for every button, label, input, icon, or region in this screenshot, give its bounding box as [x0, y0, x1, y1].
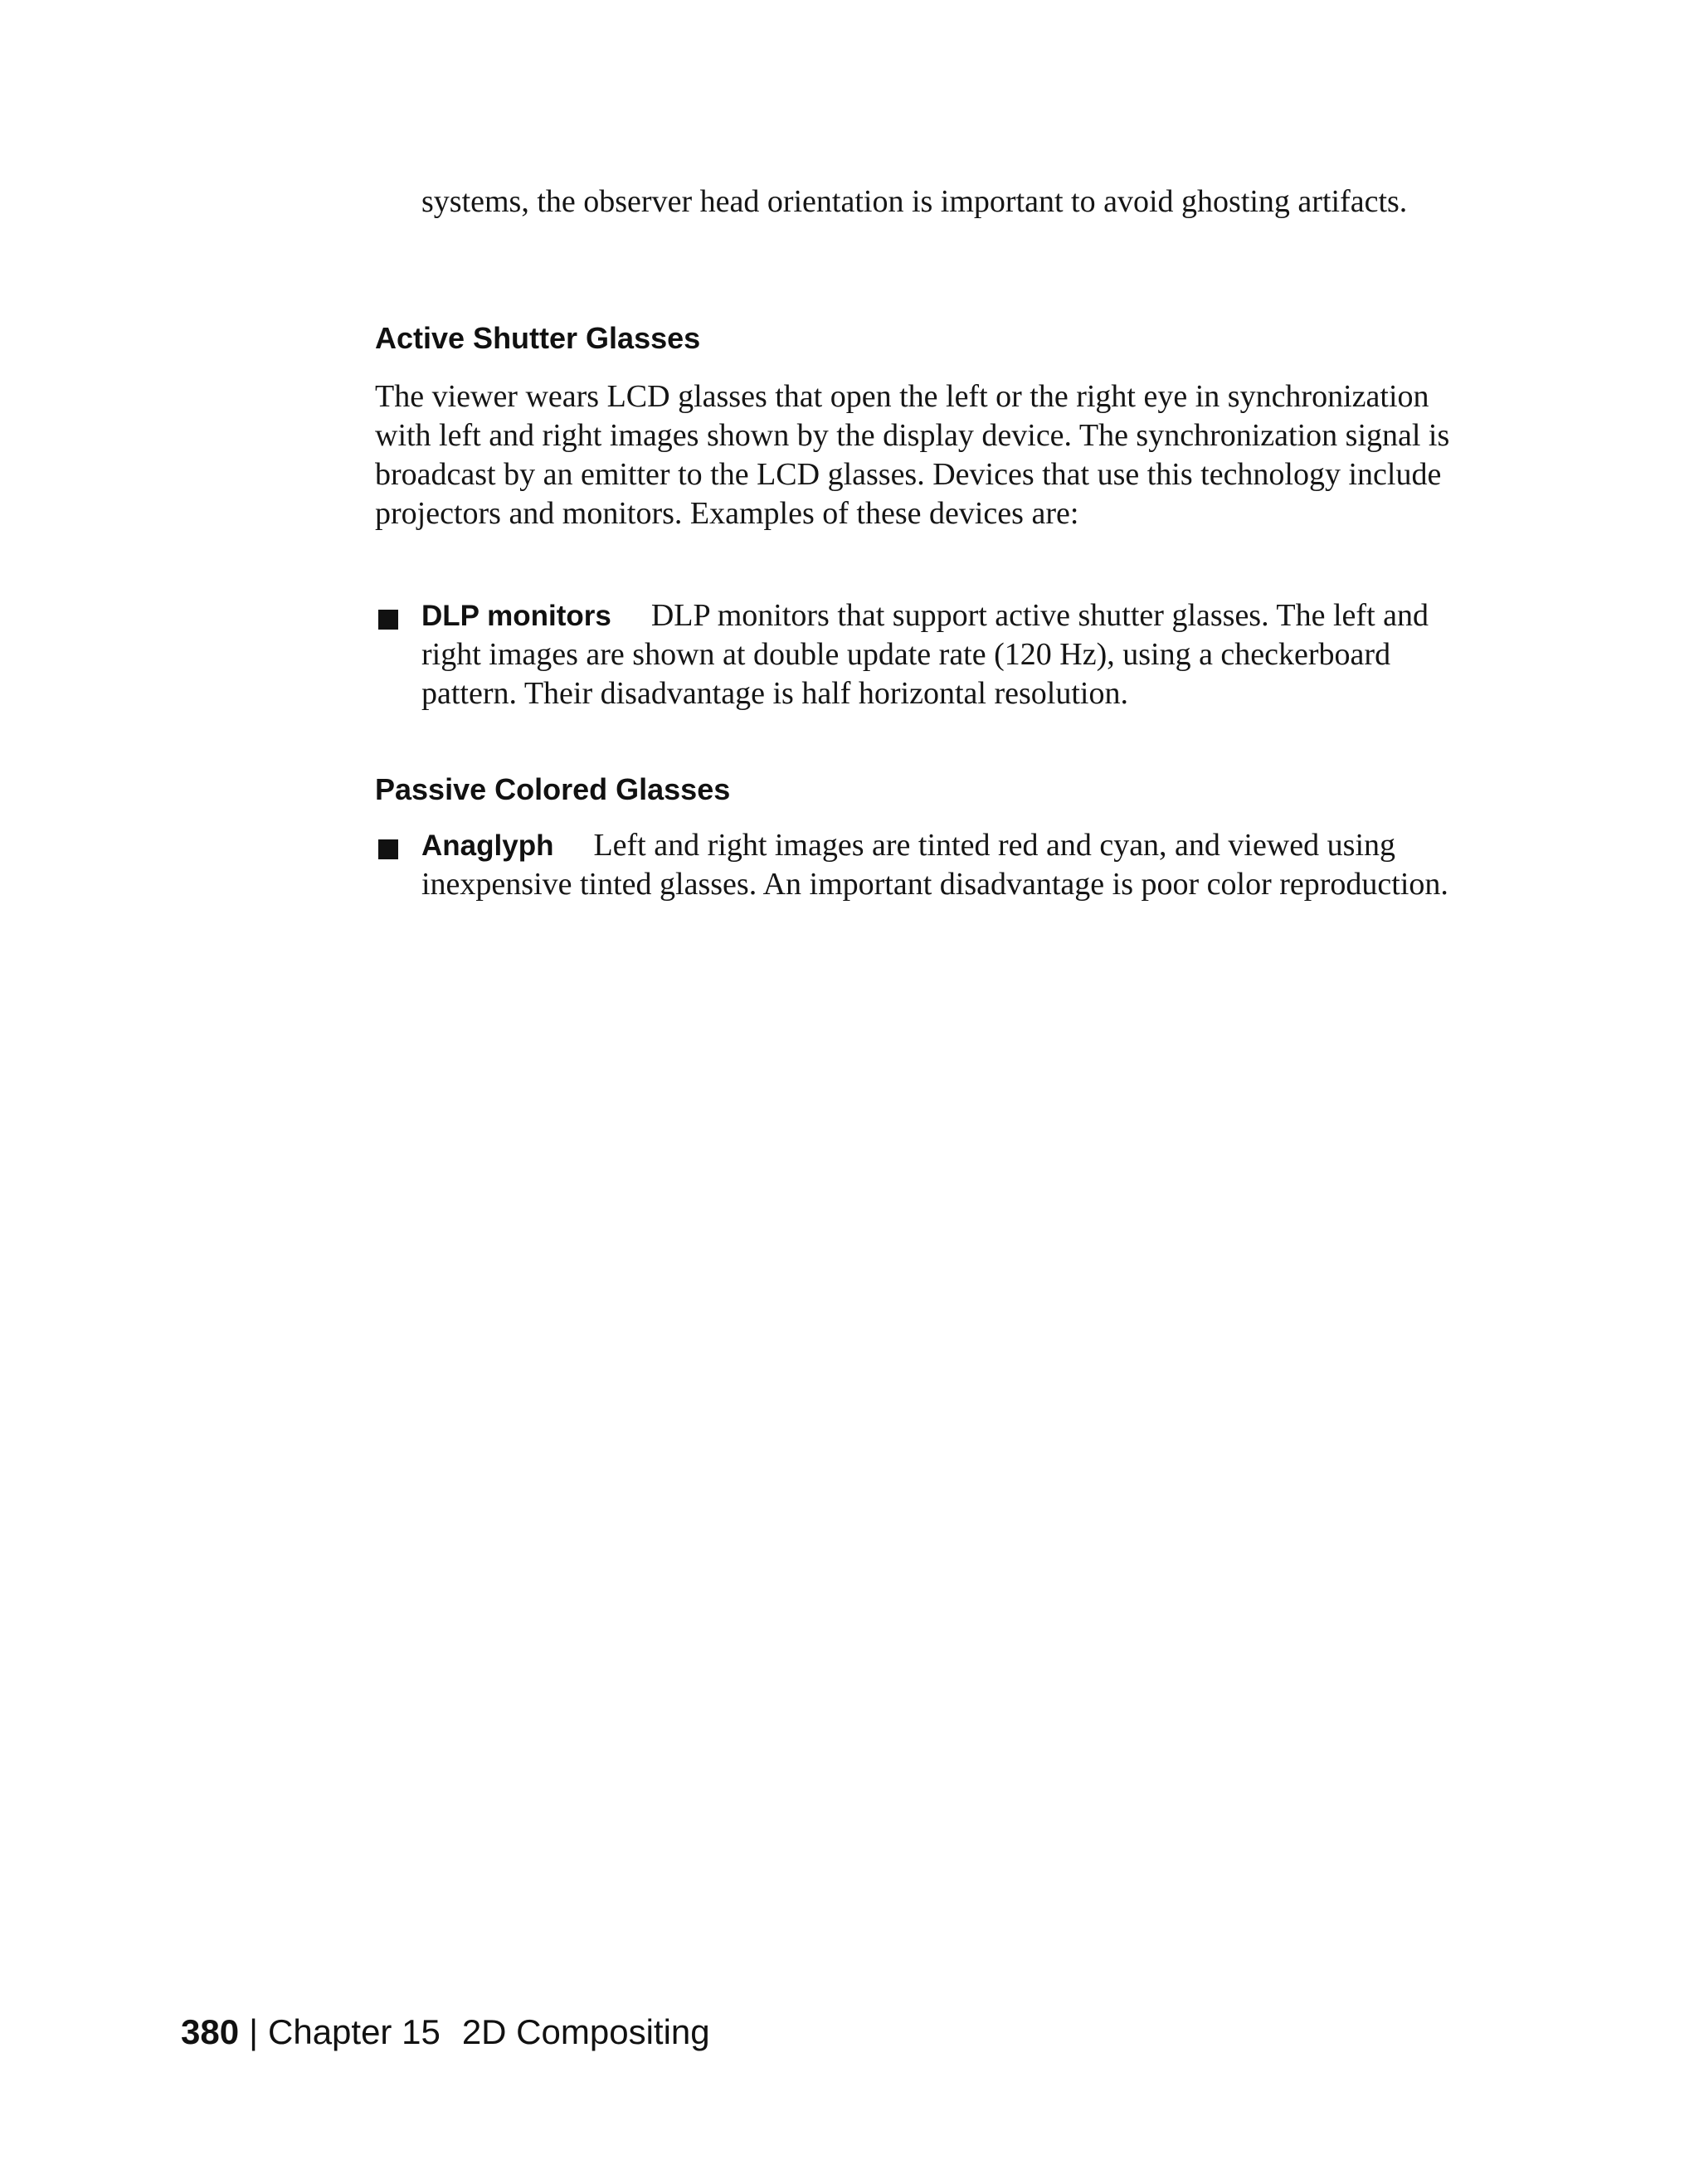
bullet-description: DLP monitors that support active shutter glasses. The left and right images are shown at double update rate (120 Hz), using a checkerboard pattern. Their disadvantage is half horizontal resolution. [421, 598, 1429, 711]
chapter-label: Chapter 15 [268, 2012, 441, 2051]
active-shutter-paragraph: The viewer wears LCD glasses that open the left or the right eye in synchronization with left and right images shown by the display device. The synchronization signal is broadcast by an emitter to the LCD glasses. Devices that use this technology include projectors and monitors. Examples of these devices are: [375, 379, 1450, 531]
section-heading-passive-colored: Passive Colored Glasses [375, 772, 731, 806]
section-heading-active-shutter: Active Shutter Glasses [375, 321, 701, 355]
bullet-square-icon [378, 610, 398, 630]
footer-separator: | [249, 2012, 258, 2051]
bullet-text [421, 826, 1467, 904]
bullet-square-icon [378, 839, 398, 859]
bullet-description: Left and right images are tinted red and cyan, and viewed using inexpensive tinted glasses. An important disadvantage is poor color reproduction. [421, 828, 1448, 902]
bullet-term: DLP monitors [421, 600, 611, 632]
page-number: 380 [181, 2012, 240, 2051]
chapter-title: 2D Compositing [461, 2012, 710, 2051]
bullet-text [421, 596, 1467, 713]
page-footer [181, 2011, 710, 2054]
bullet-term: Anaglyph [421, 829, 554, 862]
continuation-paragraph: systems, the observer head orientation is important to avoid ghosting artifacts. [421, 184, 1408, 219]
